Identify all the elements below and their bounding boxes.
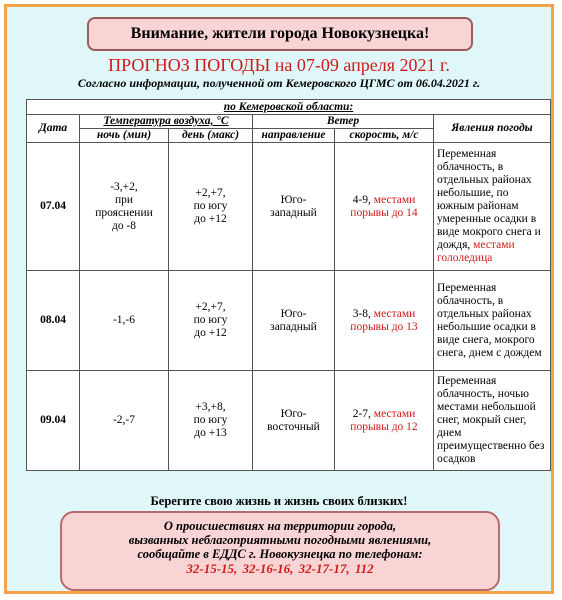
care-message: Берегите свою жизнь и жизнь своих близких! — [150, 494, 408, 508]
wind-speed: 2-7, местами порывы до 12 — [335, 371, 434, 471]
wind-direction: Юго- западный — [253, 143, 335, 271]
weather-phenomena: Переменная облачность, ночью местами небольшой снег, мокрый снег, днем преимущественно без осадков — [434, 371, 551, 471]
region-header: по Кемеровской области: — [27, 100, 551, 115]
day-temp: +3,+8, по югу до +13 — [169, 371, 253, 471]
source-subtitle: Согласно информации, полученной от Кемеровского ЦГМС от 06.04.2021 г. — [77, 76, 481, 90]
wind-direction: Юго- восточный — [253, 371, 335, 471]
forecast-table — [26, 99, 551, 471]
night-temp: -1,-6 — [80, 271, 169, 371]
row-date: 08.04 — [27, 271, 80, 371]
notice-line: сообщайте в ЕДДС г. Новокузнецка по телефонам: — [137, 547, 423, 561]
header-date: Дата — [27, 115, 80, 143]
header-temperature: Температура воздуха, °C — [80, 115, 253, 129]
row-date: 09.04 — [27, 371, 80, 471]
notice-line: вызванных неблагоприятными погодными явлениями, — [128, 533, 432, 547]
header-direction: направление — [253, 129, 335, 143]
table-row — [27, 371, 551, 471]
table-row — [27, 271, 551, 371]
weather-phenomena: Переменная облачность, в отдельных районах небольшие, по южным районам умеренные осадки в виде мокрого снега и дождя, местами гололедица — [434, 143, 551, 271]
poster-frame — [4, 4, 554, 594]
weather-phenomena: Переменная облачность, в отдельных районах небольшие осадки в виде снега, мокрого снега, днем с дождем — [434, 271, 551, 371]
day-temp: +2,+7, по югу до +12 — [169, 143, 253, 271]
night-temp: -2,-7 — [80, 371, 169, 471]
wind-speed: 4-9, местами порывы до 14 — [335, 143, 434, 271]
phone-numbers: 32-15-15, 32-16-16, 32-17-17, 112 — [186, 561, 374, 576]
wind-speed: 3-8, местами порывы до 13 — [335, 271, 434, 371]
warning-banner: Внимание, жители города Новокузнецка! — [87, 17, 473, 51]
table-row — [27, 143, 551, 271]
forecast-title: ПРОГНОЗ ПОГОДЫ на 07-09 апреля 2021 г. — [108, 55, 450, 75]
night-temp: -3,+2, при прояснении до -8 — [80, 143, 169, 271]
header-wind: Ветер — [253, 115, 434, 129]
day-temp: +2,+7, по югу до +12 — [169, 271, 253, 371]
notice-line: О происшествиях на территории города, — [163, 519, 397, 533]
header-speed: скорость, м/с — [335, 129, 434, 143]
emergency-notice — [60, 511, 500, 591]
row-date: 07.04 — [27, 143, 80, 271]
header-day: день (макс) — [169, 129, 253, 143]
header-phenomena: Явления погоды — [434, 115, 551, 143]
header-night: ночь (мин) — [80, 129, 169, 143]
wind-direction: Юго- западный — [253, 271, 335, 371]
